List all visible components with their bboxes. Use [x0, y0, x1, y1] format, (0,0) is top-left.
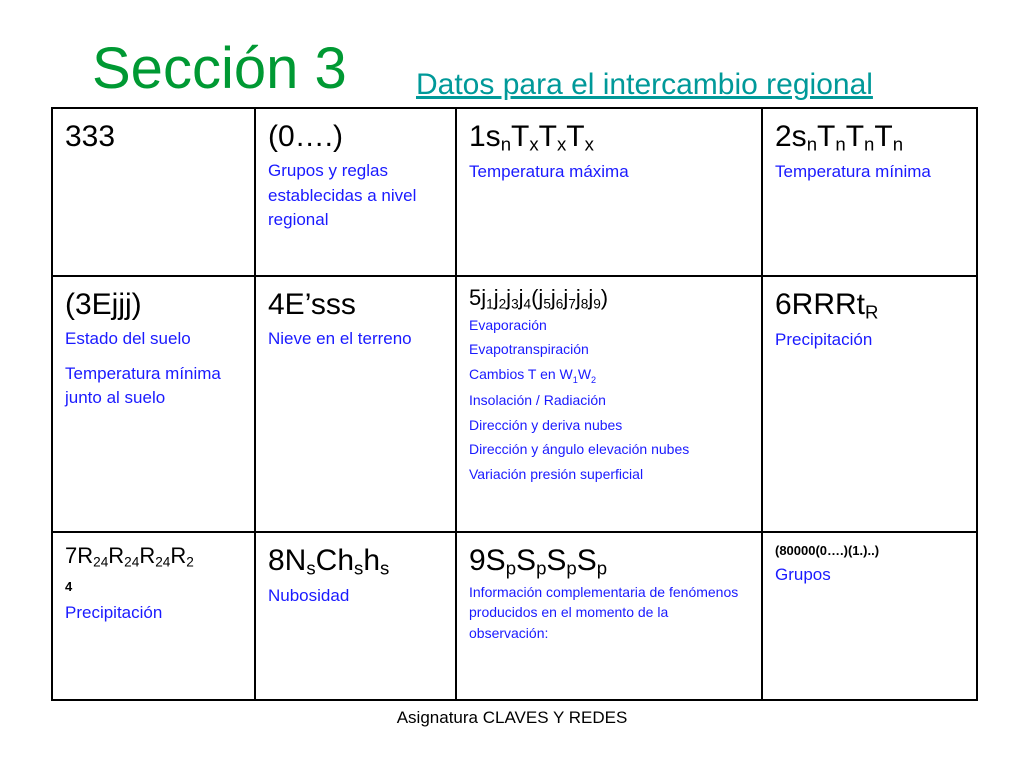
group-code: $8N_sCh_sh_s$ — [268, 544, 390, 579]
table-row — [52, 108, 977, 276]
group-code: $5j_1j_2j_3j_4(j_5j_6j_7j_8j_9)$ — [469, 285, 609, 312]
group-description: Temperatura mínima junto al suelo — [65, 363, 221, 408]
group-code: 4E’sss — [268, 288, 356, 321]
group-code: $9S_pS_pS_pS_p$ — [469, 544, 608, 579]
group-code: $2s_nT_nT_nT_n$ — [775, 120, 904, 155]
group-description: Nubosidad — [268, 585, 350, 605]
cell-2 — [762, 108, 977, 276]
group-description: Temperatura máxima — [469, 161, 629, 181]
cell-4 — [255, 276, 456, 532]
cell-333 — [52, 108, 255, 276]
group-description: Precipitación — [65, 603, 163, 623]
group-code: (80000(0….)(1.)..) — [775, 543, 880, 558]
group-description: Estado del suelo — [65, 329, 191, 348]
cell-80000 — [762, 532, 977, 700]
table-row — [52, 276, 977, 532]
cell-8 — [255, 532, 456, 700]
cell-5 — [456, 276, 762, 532]
slide-subtitle-link[interactable]: Datos para el intercambio regional — [416, 68, 873, 101]
list-item: Dirección y deriva nubes — [469, 416, 623, 433]
group-description: Precipitación — [775, 329, 873, 349]
group-description-list — [469, 313, 751, 487]
cell-1 — [456, 108, 762, 276]
group-code: $1s_nT_xT_xT_x$ — [469, 120, 594, 155]
group-description: Grupos — [775, 564, 831, 584]
cell-7 — [52, 532, 255, 700]
footer-caption: Asignatura CLAVES Y REDES — [396, 708, 628, 727]
group-description: Temperatura mínima — [775, 161, 931, 181]
list-item: Evapotranspiración — [469, 341, 589, 358]
table-row — [52, 532, 977, 700]
cell-9 — [456, 532, 762, 700]
group-description: Nieve en el terreno — [268, 329, 412, 348]
cell-0 — [255, 108, 456, 276]
group-code: 6RRRt$_R$ — [775, 288, 879, 323]
list-item: Cambios T en $W_1W_2$ — [469, 365, 597, 385]
slide-title: Sección 3 — [92, 36, 347, 101]
group-code: (0….) — [268, 120, 343, 153]
cell-3 — [52, 276, 255, 532]
list-item: Evaporación — [469, 316, 547, 333]
group-description: Grupos y reglas establecidas a nivel regional — [268, 161, 417, 230]
list-item: Dirección y ángulo elevación nubes — [469, 441, 690, 458]
list-item: Insolación / Radiación — [469, 392, 606, 409]
list-item: Variación presión superficial — [469, 465, 644, 482]
codes-table — [51, 107, 978, 701]
group-code: $7R_{24}R_{24}R_{24}R_2$ 4 — [65, 543, 194, 594]
group-code: (3Ejjj) — [65, 288, 142, 321]
group-description: Información complementaria de fenómenos producidos en el momento de la observación: — [469, 583, 739, 641]
group-code: 333 — [65, 120, 116, 153]
cell-6 — [762, 276, 977, 532]
